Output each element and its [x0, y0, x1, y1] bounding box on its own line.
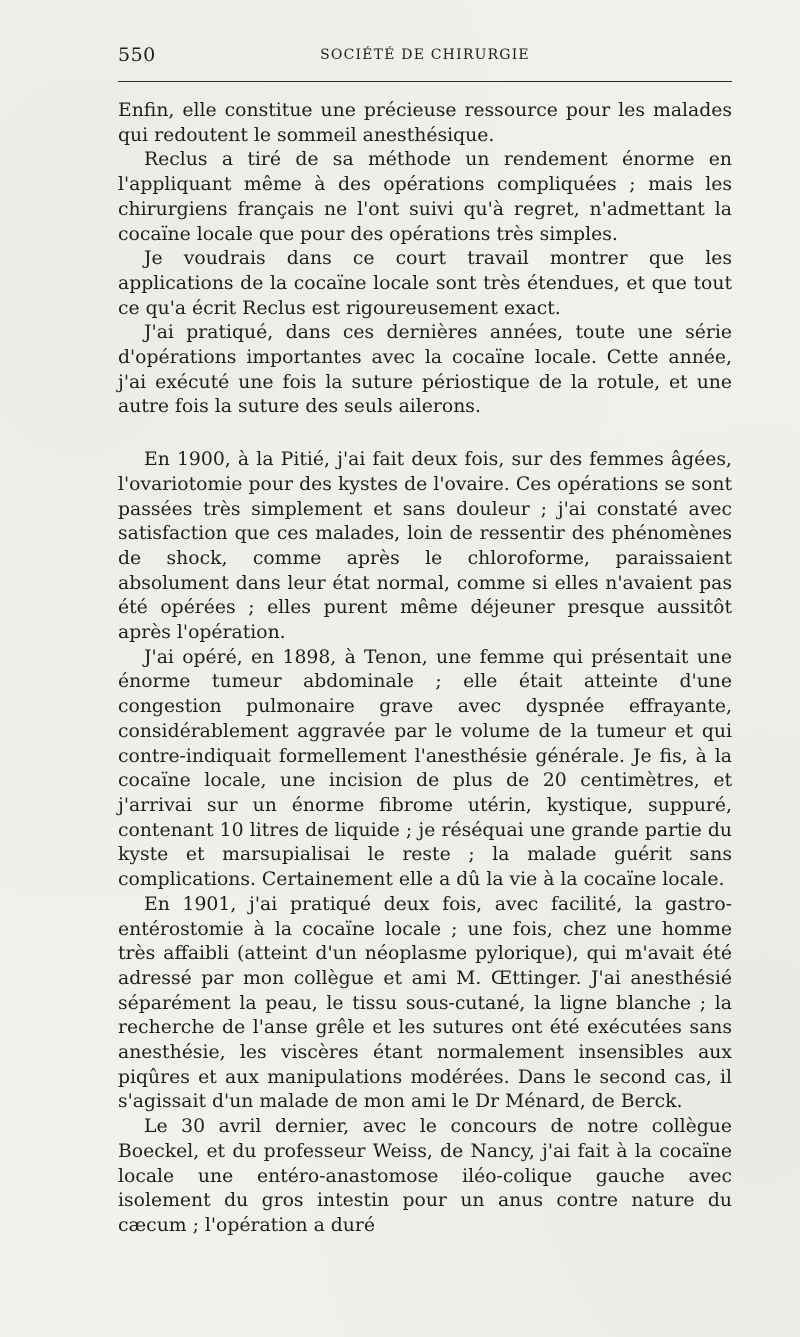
paragraph: Le 30 avril dernier, avec le concours de notre collègue Boeckel, et du professeur Weiss, de Nancy, j'ai fait à la cocaïne locale une entéro-anastomose iléo-colique gauche avec isolement du gros intestin pour un anus contre nature du cæcum ; l'opération a duré	[118, 1116, 732, 1236]
paragraph: J'ai opéré, en 1898, à Tenon, une femme qui présentait une énorme tumeur abdominale ; elle était atteinte d'une congestion pulmonaire grave avec dyspnée effrayante, considérablement aggravée par le volume de la tumeur et qui contre-indiquait formellement l'anesthésie générale. Je fis, à la cocaïne locale, une incision de plus de 20 centimètres, et j'arrivai sur un énorme fibrome utérin, kystique, suppuré, contenant 10 litres de liquide ; je réséquai une grande partie du kyste et marsupialisai le reste ; la malade guérit sans complications. Certainement elle a dû la vie à la cocaïne locale.	[118, 646, 732, 891]
running-head	[118, 44, 732, 68]
paragraph: Je voudrais dans ce court travail montrer que les applications de la cocaïne locale sont très étendues, et que tout ce qu'a écrit Reclus est rigoureusement exact.	[118, 248, 732, 319]
body-text	[118, 99, 732, 1239]
paragraph: J'ai pratiqué, dans ces dernières années, toute une série d'opérations importantes avec la cocaïne locale. Cette année, j'ai exécuté une fois la suture périostique de la rotule, et une autre fois la suture des seuls ailerons.	[118, 322, 732, 418]
paragraph: En 1900, à la Pitié, j'ai fait deux fois, sur des femmes âgées, l'ovariotomie pour des kystes de l'ovaire. Ces opérations se sont passées très simplement et sans douleur ; j'ai constaté avec satisfaction que ces malades, loin de ressentir des phénomènes de shock, comme après le chloroforme, paraissaient absolument dans leur état normal, comme si elles n'avaient pas été opérées ; elles purent même déjeuner presque aussitôt après l'opération.	[118, 449, 732, 644]
header-rule	[118, 81, 732, 82]
paragraph: En 1901, j'ai pratiqué deux fois, avec facilité, la gastro-entérostomie à la cocaïne locale ; une fois, chez une homme très affaibli (atteint d'un néoplasme pylorique), qui m'avait été adressé par mon collègue et ami M. Œttinger. J'ai anesthésié séparément la peau, le tissu sous-cutané, la ligne blanche ; la recherche de l'anse grêle et les sutures ont été exécutées sans anesthésie, les viscères étant normalement insensibles aux piqûres et aux manipulations modérées. Dans le second cas, il s'agissait d'un malade de mon ami le Dr Ménard, de Berck.	[118, 893, 732, 1113]
running-title: SOCIÉTÉ DE CHIRURGIE	[320, 47, 530, 63]
paragraph: Reclus a tiré de sa méthode un rendement énorme en l'appliquant même à des opérations compliquées ; mais les chirurgiens français ne l'ont suivi qu'à regret, n'admettant la cocaïne locale que pour des opérations très simples.	[118, 149, 732, 245]
paragraph: Enfin, elle constitue une précieuse ressource pour les malades qui redoutent le sommeil anesthésique.	[118, 100, 732, 146]
page-number: 550	[118, 44, 156, 66]
